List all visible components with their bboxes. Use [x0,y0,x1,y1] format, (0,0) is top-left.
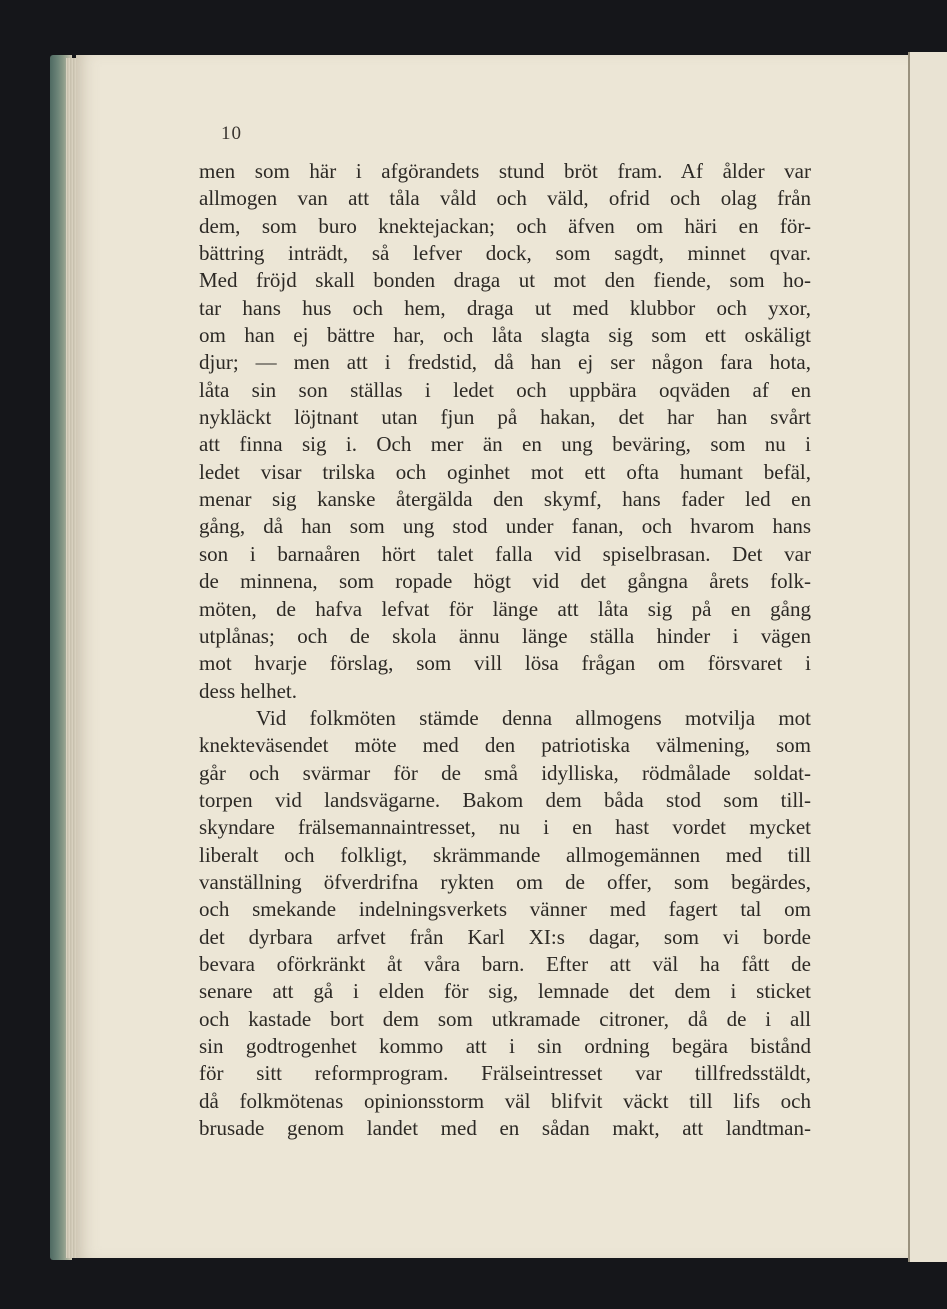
text-line: om han ej bättre har, och låta slagta sig som ett oskäligt [199,323,811,348]
text-line: skyndare frälsemannaintresset, nu i en hast vordet mycket [199,815,811,840]
text-line: vanställning öfverdrifna rykten om de offer, som begärdes, [199,869,811,894]
text-line: för sitt reformprogram. Frälseintresset var tillfredsstäldt, [199,1061,811,1086]
text-line: de minnena, som ropade högt vid det gångna årets folk- [199,569,811,594]
text-line: sin godtrogenhet kommo att i sin ordning begära bistånd [199,1034,811,1058]
text-line: brusade genom landet med en sådan makt, att landtman- [199,1116,811,1141]
text-line: och kastade bort dem som utkramade citroner, då de i all [199,1006,811,1031]
text-line: tar hans hus och hem, draga ut med klubbor och yxor, [199,295,811,320]
text-line: senare att gå i elden för sig, lemnade det dem i sticket [199,979,811,1004]
text-line: möten, de hafva lefvat för länge att låta sig på en gång [199,596,811,621]
body-text [199,158,811,1142]
page-number: 10 [221,123,242,144]
paragraph-start-line: Vid folkmöten stämde denna allmogens motvilja mot [256,705,811,730]
text-line: bevara oförkränkt åt våra barn. Efter att väl ha fått de [199,951,811,976]
text-line: allmogen van att tåla våld och väld, ofrid och olag från [199,186,811,211]
text-line: djur; — men att i fredstid, då han ej ser någon fara hota, [199,350,811,375]
text-line: liberalt och folkligt, skrämmande allmogemännen med till [199,842,811,867]
paragraph-end-line: dess helhet. [199,678,297,703]
text-line: knekteväsendet möte med den patriotiska välmening, som [199,733,811,758]
text-line: mot hvarje förslag, som vill lösa frågan om försvaret i [199,651,811,676]
text-line: och smekande indelningsverkets vänner med fagert tal om [199,897,811,922]
text-line: menar sig kanske återgälda den skymf, hans fader led en [199,487,811,512]
text-line: utplånas; och de skola ännu länge ställa hinder i vägen [199,623,811,648]
text-line: då folkmötenas opinionsstorm väl blifvit väckt till lifs och [199,1088,811,1113]
text-line: bättring inträdt, så lefver dock, som sagdt, minnet qvar. [199,241,811,266]
text-line: att finna sig i. Och mer än en ung beväring, som nu i [199,432,811,457]
text-line: går och svärmar för de små idylliska, rödmålade soldat- [199,760,811,785]
adjacent-page-edge [908,52,947,1262]
text-line: nykläckt löjtnant utan fjun på hakan, det har han svårt [199,405,811,430]
text-line: torpen vid landsvägarne. Bakom dem båda stod som till- [199,787,811,812]
text-line: dem, som buro knektejackan; och äfven om häri en för- [199,213,811,238]
text-line: låta sin son ställas i ledet och uppbära oqväden af en [199,377,811,402]
text-line: men som här i afgörandets stund bröt fram. Af ålder var [199,159,811,183]
text-line: Med fröjd skall bonden draga ut mot den fiende, som ho- [199,268,811,293]
text-line: ledet visar trilska och oginhet mot ett ofta humant befäl, [199,459,811,484]
text-line: son i barnaåren hört talet falla vid spiselbrasan. Det var [199,541,811,566]
text-line: gång, då han som ung stod under fanan, och hvarom hans [199,514,811,539]
text-line: det dyrbara arfvet från Karl XI:s dagar, som vi borde [199,924,811,949]
